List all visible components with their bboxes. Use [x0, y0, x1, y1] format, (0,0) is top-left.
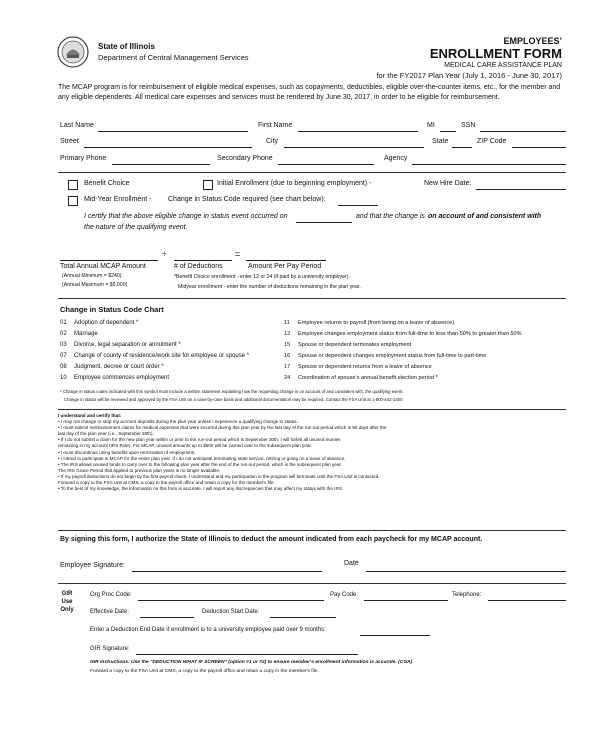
new-hire-date-field[interactable]	[476, 189, 566, 190]
status-row: 16 Spouse or dependent changes employment status from full-time to part-time	[284, 353, 487, 359]
last-name-label: Last Name	[60, 122, 94, 129]
authorize-statement: By signing this form, I authorize the State of Illinois to deduct the amount indicated from each paycheck for my MCAP account.	[60, 536, 483, 543]
intro-paragraph: The MCAP program is for reimbursement of eligible medical expenses, such as copayments, deductibles, eligible over-the-counter items, etc., for the member and any eligible dependents. All medical care expenses and services must be rendered by June 30, 2017, in order to be eligible for reimbursement.	[58, 84, 561, 101]
page-title: ENROLLMENT FORM	[429, 46, 562, 61]
deduction-start-field[interactable]	[270, 617, 336, 618]
equals-sign: =	[235, 249, 241, 259]
status-code-label: Change in Status Code required (see chart below):	[168, 196, 326, 203]
effective-date-field[interactable]	[140, 617, 194, 618]
primary-phone-label: Primary Phone	[60, 155, 107, 162]
deduction-end-field[interactable]	[360, 635, 430, 636]
status-row: 03 Divorce, legal separation or annulment *	[60, 342, 181, 348]
zip-label: ZIP Code	[477, 138, 507, 145]
certify-bold: on account of and consistent with	[428, 213, 542, 220]
understand-line: • I must submit reimbursement claims for medical expenses that were incurred during this plan year by the last day of the run-out period which is 90 days after the	[58, 425, 387, 431]
understand-line: Forward a copy to the FSA Unit at CMS, a copy to the payroll office and retain a copy for the member's file.	[58, 480, 275, 486]
status-footnote-1: * Change in status codes indicated with this symbol must include a written statement explaining how the requesting change is on account of and consistent with, the qualifying event.	[60, 389, 404, 394]
per-pay-period-label: Amount Per Pay Period	[248, 263, 322, 270]
mi-field[interactable]	[440, 131, 456, 132]
understand-line: • If I do not submit a claim for the new plan year within or prior to the run-out period which is September 30th, I will forfeit all unused monies	[58, 437, 341, 443]
zip-field[interactable]	[512, 147, 566, 148]
effective-date-label: Effective Date:	[90, 609, 129, 615]
org-proc-code-label: Org Proc Code:	[90, 592, 132, 598]
deduction-start-label: Deduction Start Date:	[202, 609, 260, 615]
divider	[58, 530, 566, 531]
gir-instructions: GIR Instructions: Use the "DEDUCTION WHAT IF SCREEN" (option #1 or #2) to ensure member's enrollment information is accurate. (CGA)	[90, 660, 413, 665]
city-field[interactable]	[284, 147, 424, 148]
title-small: EMPLOYEES’	[503, 36, 562, 46]
understand-heading: I understand and certify that:	[58, 413, 122, 418]
per-pay-period-field[interactable]	[246, 260, 326, 261]
deductions-field[interactable]	[174, 260, 232, 261]
initial-enrollment-label: Initial Enrollment (due to beginning employment) -	[217, 180, 372, 187]
org-proc-code-field[interactable]	[138, 600, 324, 601]
ssn-label: SSN	[461, 122, 476, 129]
state-seal-icon	[57, 36, 89, 73]
understand-line: • I must discontinue using benefits upon termination of employment.	[58, 449, 196, 455]
secondary-phone-field[interactable]	[278, 164, 374, 165]
divider	[58, 172, 566, 173]
first-name-label: First Name	[258, 122, 293, 129]
status-row: 08 Judgment, decree or court order *	[60, 364, 164, 370]
employee-signature-label: Employee Signature:	[60, 562, 125, 569]
status-row: 11 Employee returns to payroll (from being on a leave of absence)	[284, 320, 455, 326]
status-chart-title: Change in Status Code Chart	[60, 305, 164, 314]
pay-code-field[interactable]	[364, 600, 448, 601]
gir-signature-field[interactable]	[136, 654, 358, 655]
status-row: 12 Employee changes employment status from full-time to less than 50% to greater than 50%	[284, 331, 522, 337]
date-field[interactable]	[366, 571, 566, 572]
first-name-field[interactable]	[298, 131, 418, 132]
annual-minimum: (Annual Minimum = $240)	[62, 273, 122, 279]
gir-signature-label: GIR Signature:	[90, 646, 130, 652]
ssn-field[interactable]	[480, 131, 566, 132]
pay-code-label: Pay Code:	[330, 592, 359, 598]
certify-text-2: and that the change is	[356, 213, 425, 220]
street-field[interactable]	[84, 147, 252, 148]
deductions-label: # of Deductions	[174, 263, 223, 270]
employee-signature-field[interactable]	[132, 571, 322, 572]
event-date-field[interactable]	[296, 222, 352, 223]
understand-line: • The IRS allows unused funds to carry over to the following plan year after the end of the run-out period, which is the subsequent plan year.	[58, 461, 342, 467]
gir-use-only: GIR Use Only	[60, 591, 74, 613]
plan-year: for the FY2017 Plan Year (July 1, 2016 - June 30, 2017)	[376, 71, 562, 80]
status-row: 24 Coordination of spouse’s annual benefit election period *	[284, 375, 438, 381]
understand-line: remaining in my account (IRS Rule). For MCAP, unused amounts up to $500 will be carried over to the subsequent plan year.	[58, 443, 312, 449]
mi-label: MI	[427, 122, 435, 129]
understand-line: The IRS Grace Period that applied to previous plan years is no longer available.	[58, 467, 221, 473]
status-row: 07 Change of county of residence/work site for employee or spouse *	[60, 353, 250, 359]
understand-section	[58, 413, 568, 492]
telephone-field[interactable]	[488, 600, 566, 601]
status-row: 02 Marriage	[60, 331, 98, 337]
deduction-end-label: Enter a Deduction End Date if enrollment is to a university employee paid over 9 months:	[90, 627, 326, 633]
subtitle: MEDICAL CARE ASSISTANCE PLAN	[444, 62, 562, 69]
status-code-field[interactable]	[338, 205, 378, 206]
agency-line-2: Department of Central Management Services	[98, 53, 249, 62]
primary-phone-field[interactable]	[112, 164, 210, 165]
city-label: City	[266, 138, 279, 145]
agency-field[interactable]	[412, 164, 566, 165]
understand-line: • If my payroll deductions do not begin by the first payroll check, I understand and my participation in the program will terminate until the FSA Unit is contacted.	[58, 473, 380, 479]
initial-enrollment-checkbox[interactable]	[203, 180, 213, 190]
understand-line: • To the best of my knowledge, the information on this form is accurate. I will report any discrepancies that may affect my status with the IRS.	[58, 486, 344, 492]
status-row: 15 Spouse or dependent terminates employment	[284, 342, 412, 348]
last-name-field[interactable]	[98, 131, 248, 132]
divider	[58, 298, 566, 299]
benefit-choice-checkbox[interactable]	[68, 180, 78, 190]
state-field[interactable]	[452, 147, 472, 148]
secondary-phone-label: Secondary Phone	[217, 155, 273, 162]
divider	[58, 409, 566, 410]
understand-line: last day of the plan year (i.e., September 30th).	[58, 431, 154, 437]
midyear-note: Midyear enrollment - enter the number of deductions remaining in the plan year.	[178, 284, 361, 290]
status-row: 17 Spouse or dependent returns from a leave of absence	[284, 364, 432, 370]
agency-label: Agency	[384, 155, 408, 162]
mid-year-checkbox[interactable]	[68, 196, 78, 206]
annual-maximum: (Annual Maximum = $5,000)	[62, 282, 128, 288]
understand-line: • I intend to participate in MCAP for the entire plan year. If I do not anticipate terminating state service, retiring or going on a leave of absence.	[58, 455, 346, 461]
benefit-choice-label: Benefit Choice	[84, 180, 130, 187]
date-label: Date	[344, 560, 359, 567]
mid-year-label: Mid-Year Enrollment -	[84, 196, 152, 203]
benefit-choice-note: *Benefit Choice enrollment - enter 12 or 24 (if paid by a university employer).	[174, 274, 350, 280]
certify-text-1: I certify that the above eligible change in status event occurred on	[84, 213, 288, 220]
gir-instructions-2: Forward a copy to the FSA Unit at CMS, a copy to the payroll office and retain a copy in the member's file.	[90, 669, 319, 674]
status-row: 01 Adoption of dependent *	[60, 320, 139, 326]
understand-line: • I may not change or stop my account deposits during the plan year unless I experience a qualifying change in status.	[58, 419, 298, 425]
telephone-label: Telephone:	[452, 592, 482, 598]
street-label: Street	[60, 138, 79, 145]
divider	[58, 583, 566, 584]
total-annual-field[interactable]	[60, 260, 158, 261]
status-footnote-2: Change in status will be reviewed and approved by the FSA Unit on a case-by-case basis and additional documentation may be required. Contact the FSA Unit at 1-800-442-1300	[64, 397, 403, 402]
state-label: State	[432, 138, 449, 145]
certify-text-3: the nature of the qualifying event.	[84, 224, 188, 231]
divide-sign: ÷	[162, 249, 167, 259]
new-hire-date-label: New Hire Date:	[424, 180, 472, 187]
status-row: 10 Employee commences employment	[60, 375, 170, 381]
total-annual-label: Total Annual MCAP Amount	[60, 263, 146, 270]
agency-line-1: State of Illinois	[98, 42, 155, 51]
